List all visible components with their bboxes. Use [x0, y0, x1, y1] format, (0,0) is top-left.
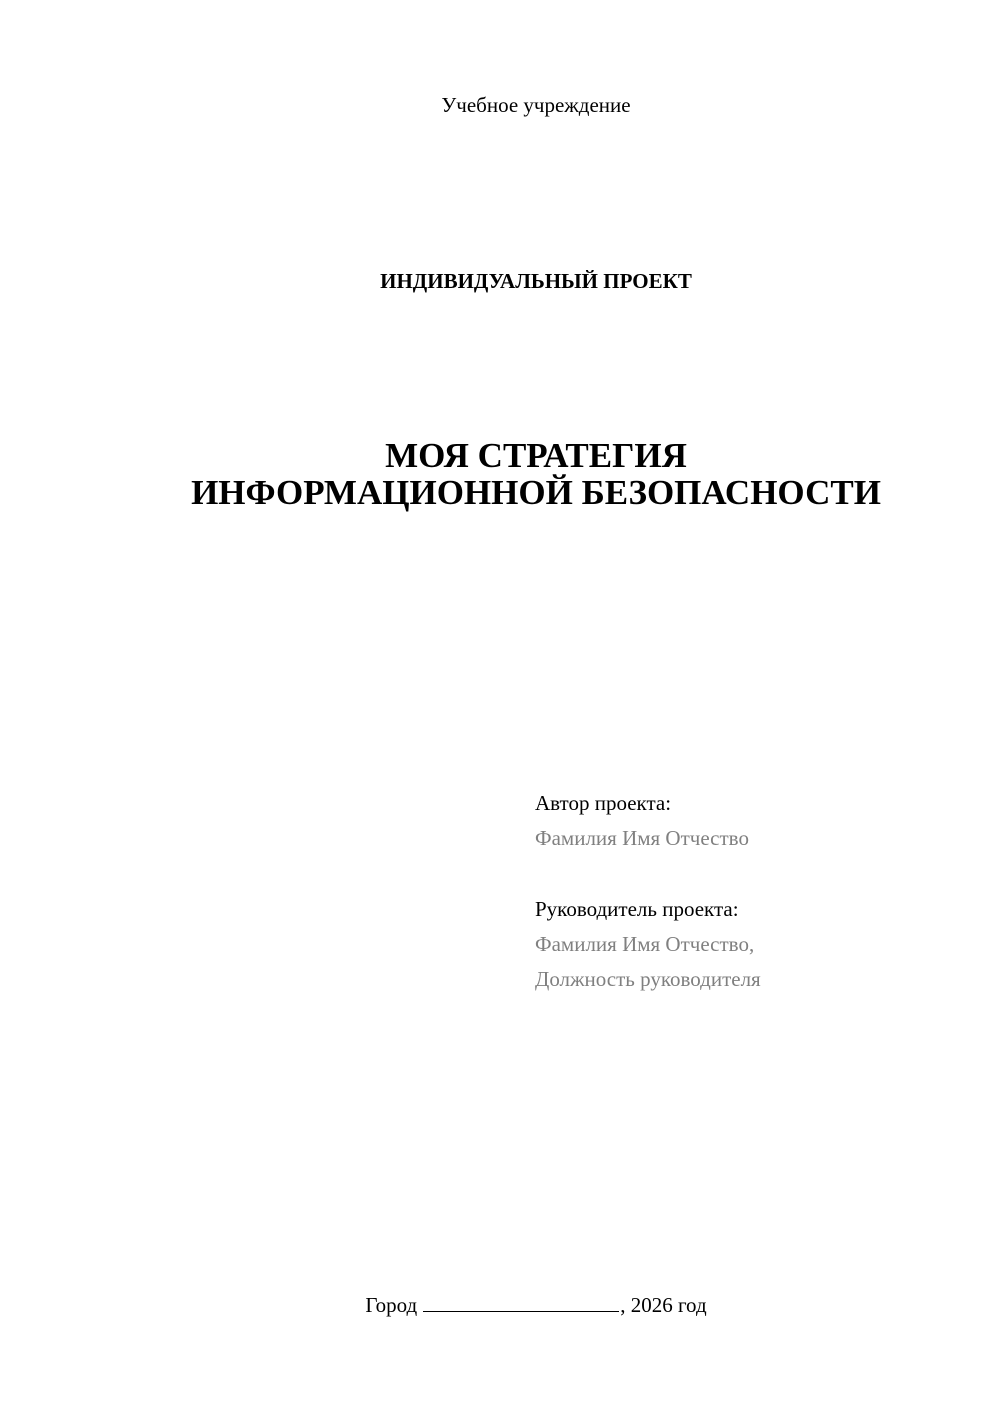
document-type: ИНДИВИДУАЛЬНЫЙ ПРОЕКТ	[380, 269, 692, 293]
project-title	[0, 437, 1000, 511]
author-name: Фамилия Имя Отчество	[535, 826, 749, 850]
city-blank-line	[423, 1291, 619, 1312]
author-block	[535, 786, 975, 856]
supervisor-position: Должность руководителя	[535, 967, 761, 991]
supervisor-name: Фамилия Имя Отчество,	[535, 932, 755, 956]
supervisor-label: Руководитель проекта:	[535, 897, 739, 921]
year-text: , 2026 год	[620, 1293, 707, 1317]
supervisor-block	[535, 892, 975, 997]
project-title-line-1: МОЯ СТРАТЕГИЯ	[385, 436, 687, 475]
author-label: Автор проекта:	[535, 791, 672, 815]
city-label: Город	[365, 1293, 418, 1317]
institution-name: Учебное учреждение	[441, 93, 631, 117]
project-title-line-2: ИНФОРМАЦИОННОЙ БЕЗОПАСНОСТИ	[191, 473, 881, 512]
city-year-line	[0, 1291, 1000, 1318]
